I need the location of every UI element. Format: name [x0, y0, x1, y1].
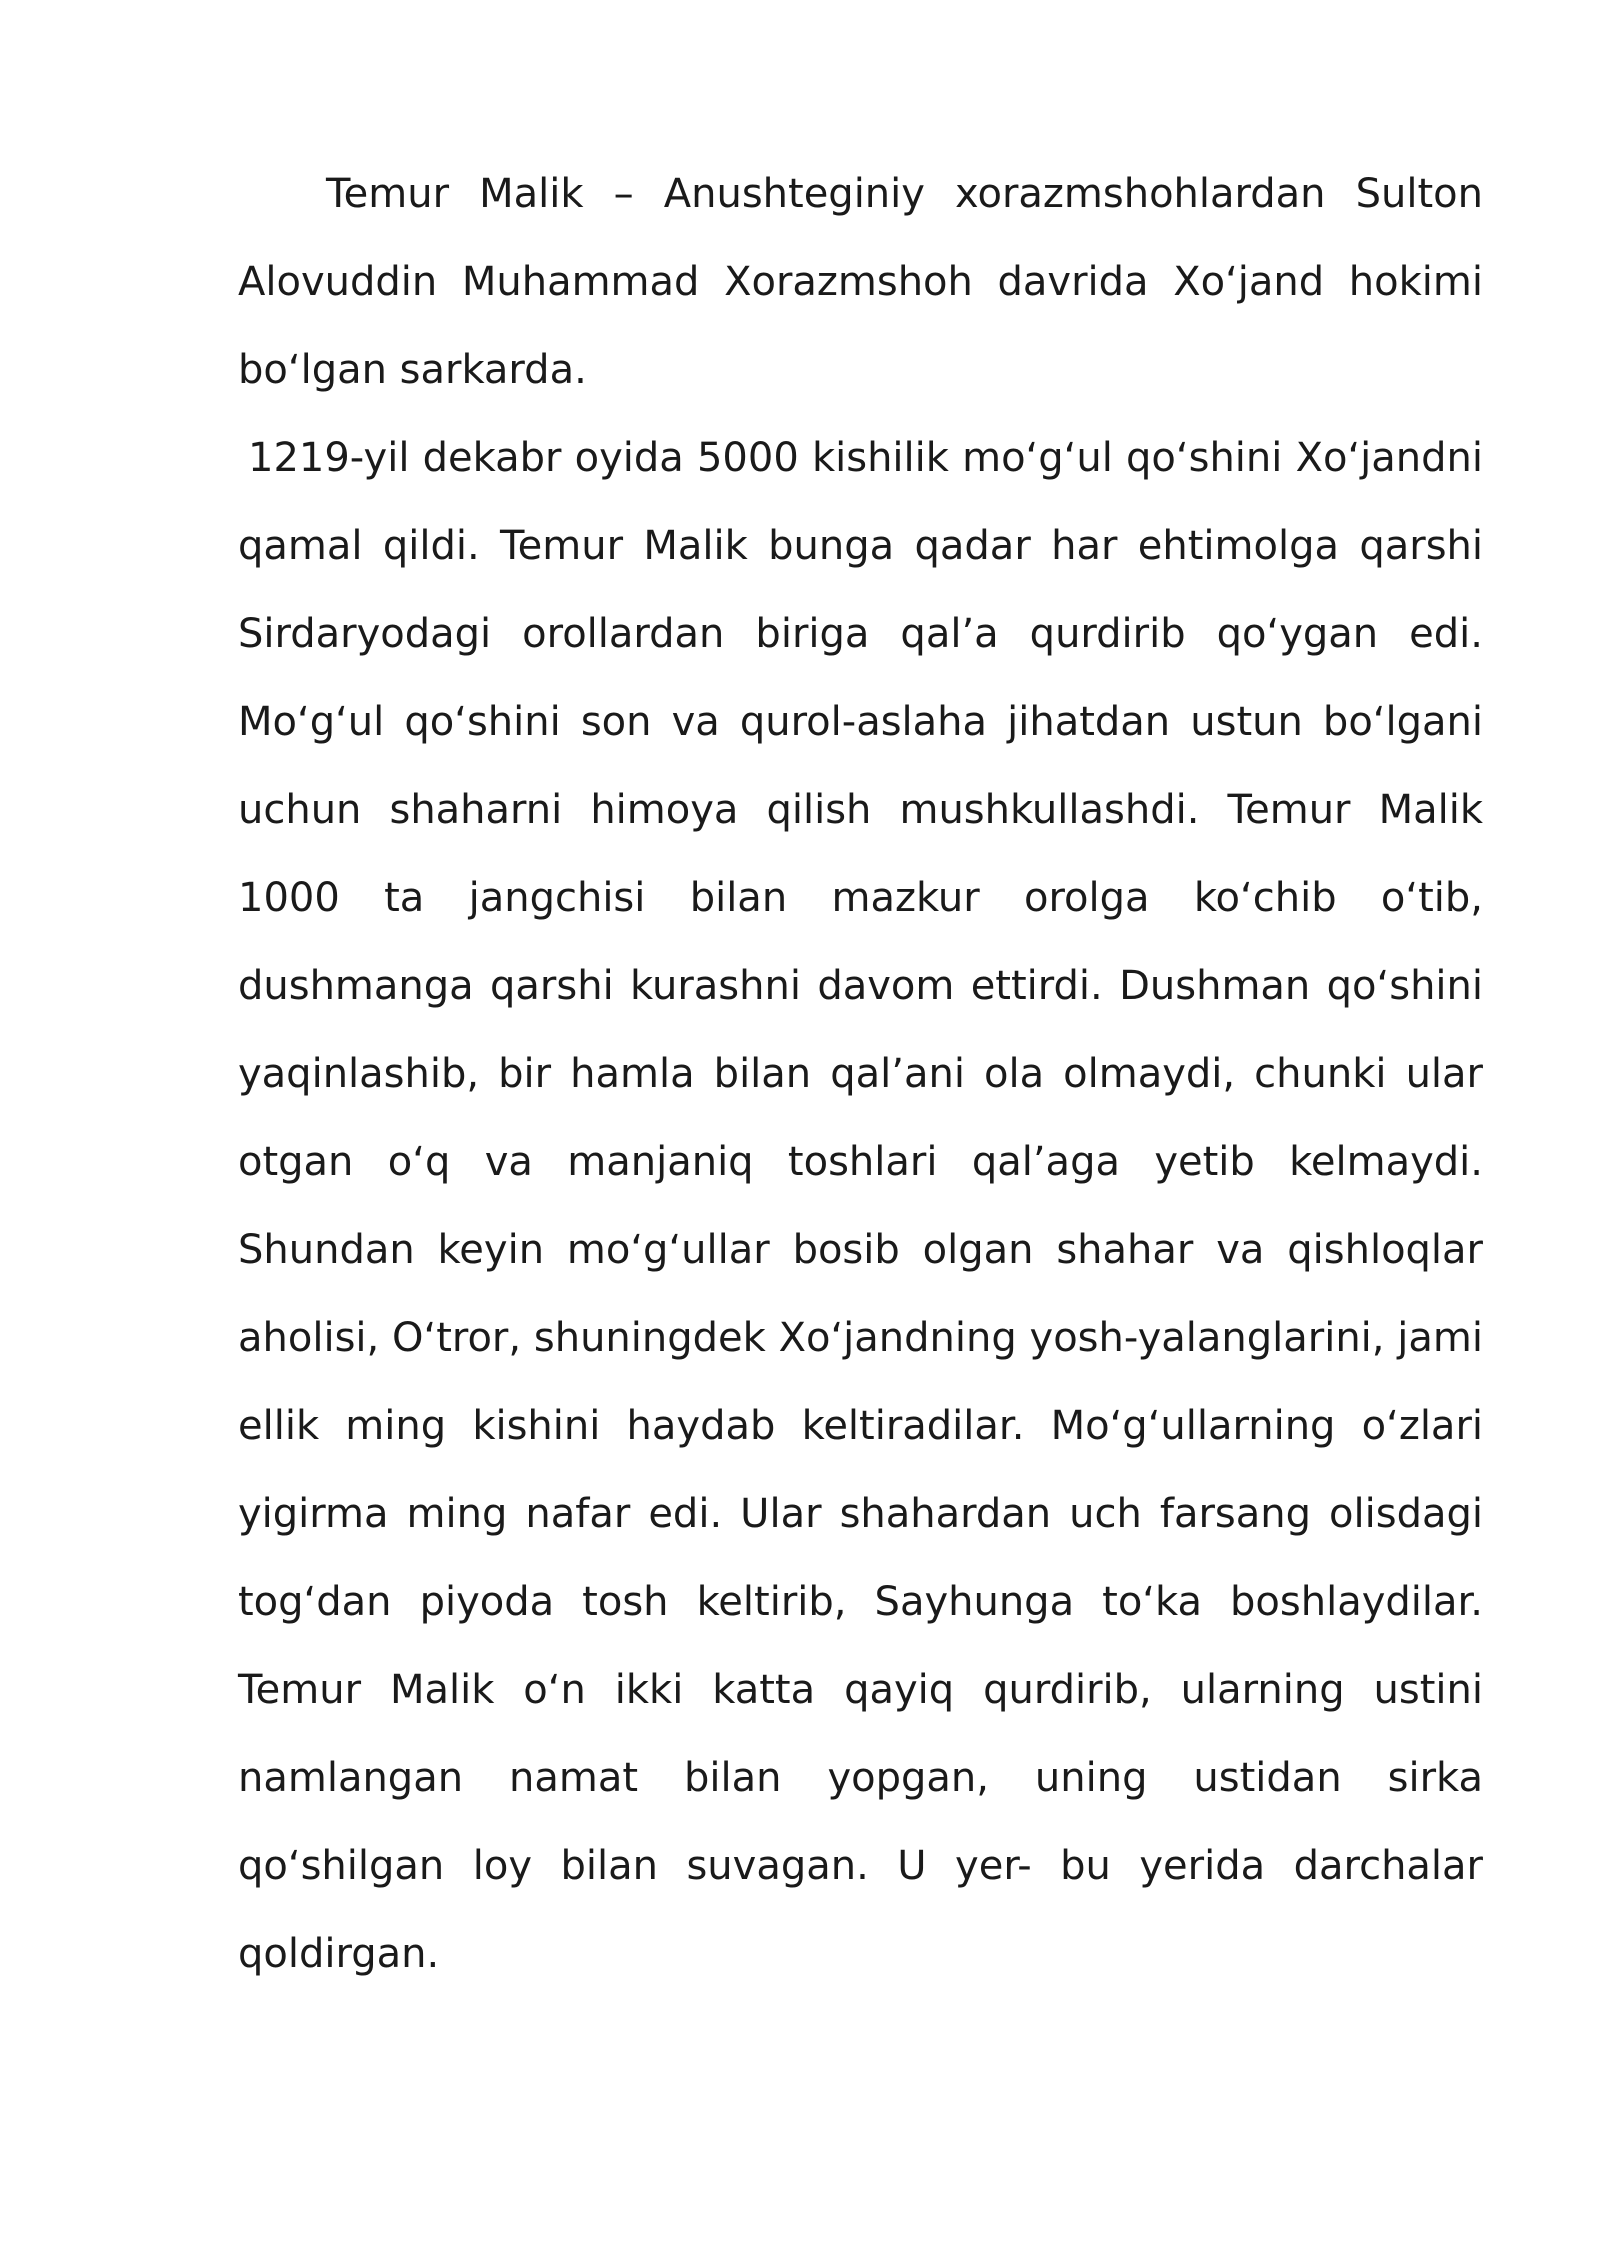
paragraph-siege: 1219-yil dekabr oyida 5000 kishilik mo‘g‘ul qo‘shini Xo‘jandni qamal qildi. Temur Malik bunga qadar har ehtimolga qarshi Sirdaryodagi orollardan biriga qal’a qurdirib qo‘ygan edi. Mo‘g‘ul qo‘shini son va qurol-aslaha jihatdan ustun bo‘lgani uchun shaharni himoya qilish mushkullashdi. Temur Malik 1000 ta jangchisi bilan mazkur orolga ko‘chib o‘tib, dushmanga qarshi kurashni davom ettirdi. Dushman qo‘shini yaqinlashib, bir hamla bilan qal’ani ola olmaydi, chunki ular otgan o‘q va manjaniq toshlari qal’aga yetib kelmaydi. Shundan keyin mo‘g‘ullar bosib olgan shahar va qishloqlar aholisi, O‘tror, shuningdek Xo‘jandning yosh-yalanglarini, jami ellik ming kishini haydab keltiradilar. Mo‘g‘ullarning o‘zlari yigirma ming nafar edi. Ular shahardan uch farsang olisdagi tog‘dan piyoda tosh keltirib, Sayhunga to‘ka boshlaydilar. Temur Malik o‘n ikki katta qayiq qurdirib, ularning ustini namlangan namat bilan yopgan, uning ustidan sirka qo‘shilgan loy bilan suvagan. U yer- bu yerida darchalar qoldirgan. [238, 435, 1483, 1977]
paragraph-intro: Temur Malik – Anushteginiy xorazmshohlardan Sulton Alovuddin Muhammad Xorazmshoh davrida Xo‘jand hokimi bo‘lgan sarkarda. [238, 171, 1483, 393]
document-body [238, 150, 1483, 1998]
